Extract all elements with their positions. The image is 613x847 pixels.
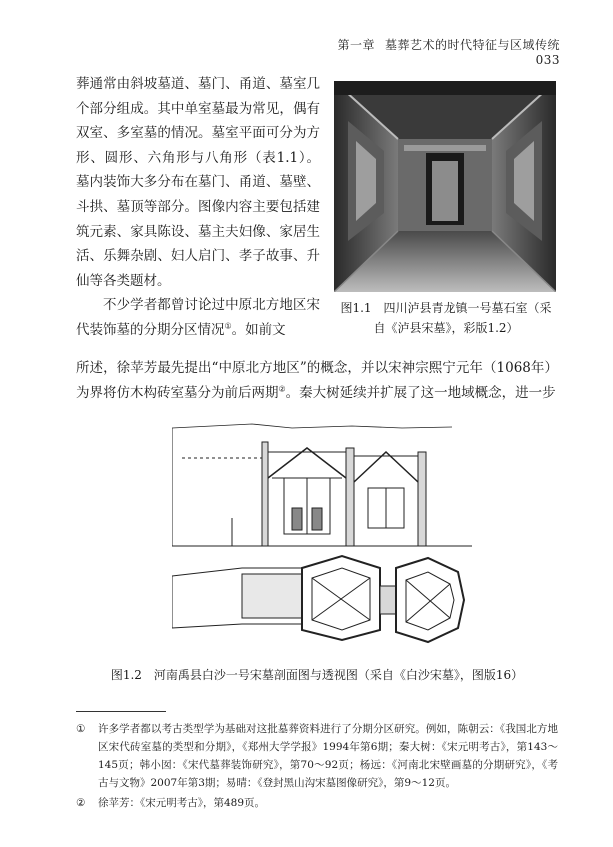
figure-2-caption: 图1.2 河南禹县白沙一号宋墓剖面图与透视图（采自《白沙宋墓》，图版16） bbox=[110, 668, 524, 682]
footnote-2 bbox=[76, 794, 558, 812]
running-header bbox=[300, 36, 560, 67]
full-width-text bbox=[76, 356, 558, 406]
footnote-text-1: 许多学者都以考古类型学为基础对这批墓葬资料进行了分期分区研究。例如，陈朝云：《我国北方地区宋代砖室墓的类型和分期》，《郑州大学学报》1994年第6期；秦大树：《宋元明考古》，第143～145页；韩小囡：《宋代墓葬装饰研究》，第70～92页；杨远：《河南北宋壁画墓的分期研究》，《考古与文物》2007年第3期；易晴：《登封黑山沟宋墓图像研究》，第9～12页。 bbox=[98, 723, 558, 789]
header-chapter: 第一章 bbox=[337, 38, 375, 52]
paragraph-2-full-end: 。秦大树延续并扩展了这一地域概念，进一步 bbox=[285, 385, 556, 401]
section-view bbox=[172, 424, 472, 546]
tomb-chamber-photo-image bbox=[334, 81, 556, 292]
figure-1-caption bbox=[334, 298, 558, 338]
footnotes bbox=[76, 720, 558, 814]
page-number: 033 bbox=[535, 53, 560, 67]
paragraph-2-left-end: 。如前文 bbox=[231, 321, 286, 338]
figure-2-drawing bbox=[172, 418, 472, 658]
footnote-ref-1[interactable]: ① bbox=[224, 321, 232, 331]
figure-1-photo bbox=[334, 81, 556, 292]
footnote-divider bbox=[76, 711, 166, 712]
paragraph-1: 葬通常由斜坡墓道、墓门、甬道、墓室几个部分组成。其中单室墓最为常见，偶有双室、多室墓的情况。墓室平面可分为方形、圆形、六角形与八角形（表1.1）。墓内装饰大多分布在墓门、甬道、墓壁、斗拱、墓顶等部分。图像内容主要包括建筑元素、家具陈设、墓主夫妇像、家居生活、乐舞杂剧、妇人启门、孝子故事、升仙等各类题材。 bbox=[76, 76, 320, 289]
plan-view bbox=[172, 556, 464, 642]
paragraph-2-left-text: 不少学者都曾讨论过中原北方地区宋代装饰墓的分期分区情况 bbox=[76, 297, 320, 338]
paragraph-2-start bbox=[76, 293, 320, 342]
figure-1-caption-line-2: 自《泸县宋墓》，彩版1.2） bbox=[373, 321, 519, 335]
footnote-marker-2: ② bbox=[76, 797, 86, 809]
figure-1-caption-line-1: 图1.1 四川泸县青龙镇一号墓石室（采 bbox=[340, 301, 552, 315]
paragraph-2-continuation bbox=[76, 356, 558, 406]
footnote-1 bbox=[76, 720, 558, 792]
header-title: 墓葬艺术的时代特征与区域传统 bbox=[384, 38, 560, 52]
tomb-section-and-plan-drawing bbox=[172, 418, 472, 658]
left-column-text bbox=[76, 72, 320, 343]
footnote-ref-2[interactable]: ② bbox=[278, 384, 286, 394]
footnote-text-2: 徐苹芳：《宋元明考古》，第489页。 bbox=[98, 797, 266, 809]
paragraph-2-full-text: 所述，徐苹芳最先提出“中原北方地区”的概念，并以宋神宗熙宁元年（1068年）为界将仿木构砖室墓分为前后两期 bbox=[76, 360, 558, 401]
footnote-marker-1: ① bbox=[76, 723, 86, 735]
